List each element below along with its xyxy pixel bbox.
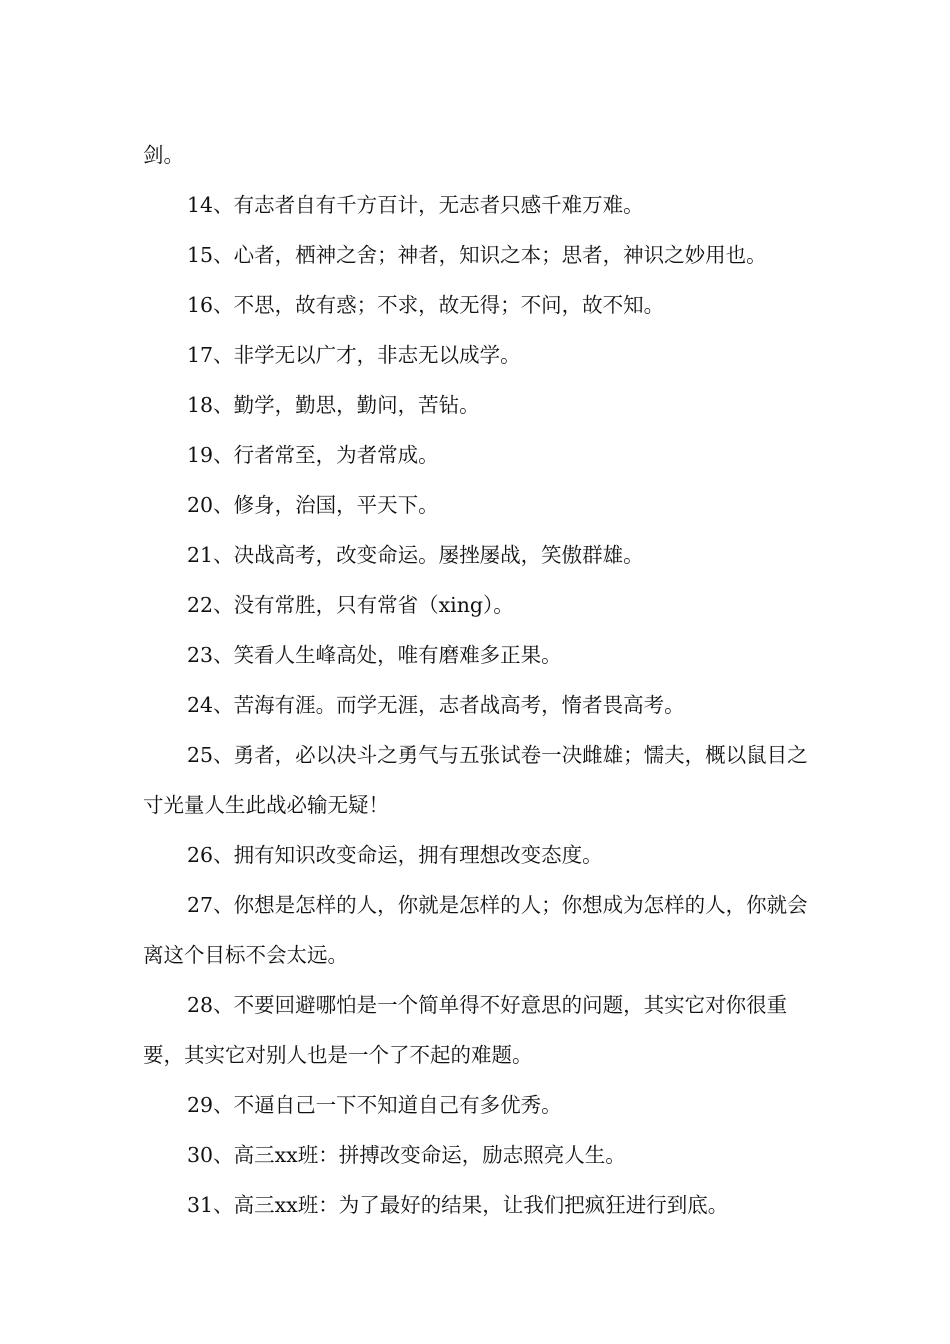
paragraph-30: 30、高三xx班：拼搏改变命运，励志照亮人生。 [187, 1143, 626, 1167]
document-body [143, 130, 813, 1230]
paragraph-22: 22、没有常胜，只有常省（xing）。 [187, 593, 514, 617]
paragraph-19: 19、行者常至，为者常成。 [187, 443, 439, 467]
paragraph-18: 18、勤学，勤思，勤问，苦钻。 [187, 393, 480, 417]
paragraph-27: 27、你想是怎样的人，你就是怎样的人；你想成为怎样的人，你就会离这个目标不会太远。 [143, 893, 808, 967]
paragraph-20: 20、修身，治国，平天下。 [187, 493, 439, 517]
paragraph-23: 23、笑看人生峰高处，唯有磨难多正果。 [187, 643, 562, 667]
paragraph-17: 17、非学无以广才，非志无以成学。 [187, 343, 521, 367]
paragraph-26: 26、拥有知识改变命运，拥有理想改变态度。 [187, 843, 603, 867]
paragraph-24: 24、苦海有涯。而学无涯，志者战高考，惰者畏高考。 [187, 693, 685, 717]
paragraph-31: 31、高三xx班：为了最好的结果，让我们把疯狂进行到底。 [187, 1193, 729, 1217]
paragraph-16: 16、不思，故有惑；不求，故无得；不问，故不知。 [187, 293, 665, 317]
paragraph-29: 29、不逼自己一下不知道自己有多优秀。 [187, 1093, 562, 1117]
paragraph-15: 15、心者，栖神之舍；神者，知识之本；思者，神识之妙用也。 [187, 243, 767, 267]
paragraph-continuation: 剑。 [143, 143, 184, 167]
paragraph-14: 14、有志者自有千方百计，无志者只感千难万难。 [187, 193, 644, 217]
paragraph-21: 21、决战高考，改变命运。屡挫屡战，笑傲群雄。 [187, 543, 644, 567]
paragraph-28: 28、不要回避哪怕是一个简单得不好意思的问题，其实它对你很重要，其实它对别人也是一个了不起的难题。 [143, 993, 788, 1067]
paragraph-25: 25、勇者，必以决斗之勇气与五张试卷一决雌雄；懦夫，概以鼠目之寸光量人生此战必输无疑！ [143, 743, 808, 817]
